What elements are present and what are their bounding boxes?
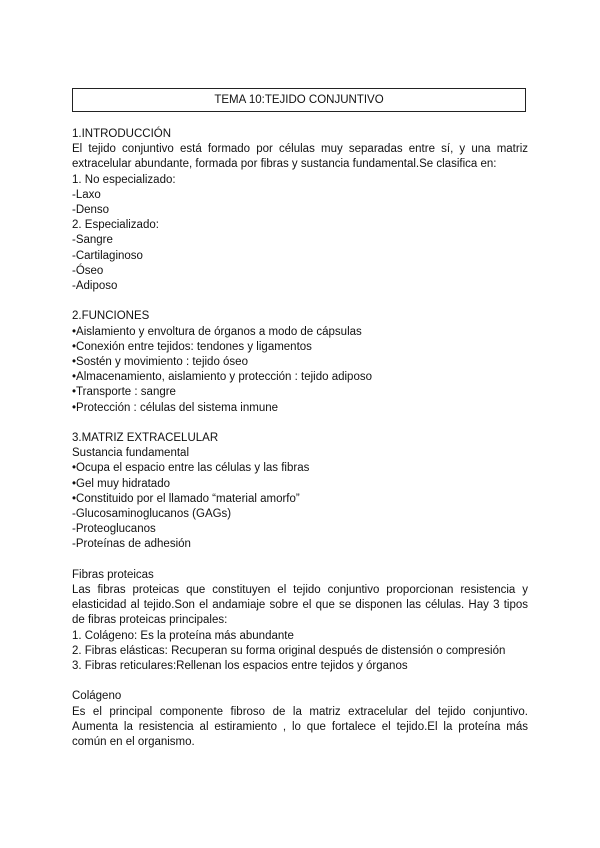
list-item: •Gel muy hidratado	[72, 477, 170, 490]
list-item: •Aislamiento y envoltura de órganos a modo de cápsulas	[72, 325, 362, 338]
page-title: TEMA 10:TEJIDO CONJUNTIVO	[72, 88, 526, 112]
list-item: 2. Fibras elásticas: Recuperan su forma original después de distensión o compresión	[72, 644, 506, 657]
document-body	[72, 127, 528, 750]
list-item: •Constituido por el llamado “material amorfo”	[72, 492, 300, 505]
list-item: 1. No especializado:	[72, 173, 176, 186]
list-item: -Glucosaminoglucanos (GAGs)	[72, 508, 232, 521]
list-item: 2. Especializado:	[72, 219, 159, 232]
introduccion-paragraph: El tejido conjuntivo está formado por células muy separadas entre sí, y una matriz extracelular abundante, formada por fibras y sustancia fundamental.Se clasifica en:	[72, 143, 528, 171]
fibras-paragraph: Las fibras proteicas que constituyen el tejido conjuntivo proporcionan resistencia y elasticidad al tejido.Son el andamiaje sobre el que se disponen las células. Hay 3 tipos de fibras proteicas principales:	[72, 584, 528, 627]
list-item: •Ocupa el espacio entre las células y las fibras	[72, 462, 310, 475]
list-item: -Denso	[72, 204, 110, 217]
list-item: -Laxo	[72, 188, 101, 201]
list-item: •Transporte : sangre	[72, 386, 176, 399]
list-item: 3. Fibras reticulares:Rellenan los espacios entre tejidos y órganos	[72, 660, 408, 673]
colageno-paragraph: Es el principal componente fibroso de la matriz extracelular del tejido conjuntivo. Aumenta la resistencia al estiramiento , lo que fortalece el tejido.El la proteína más común en el organismo.	[72, 705, 528, 749]
list-item: •Conexión entre tejidos: tendones y ligamentos	[72, 340, 312, 353]
section-heading-funciones: 2.FUNCIONES	[72, 310, 150, 323]
list-item: •Almacenamiento, aislamiento y protección : tejido adiposo	[72, 371, 372, 384]
section-heading-introduccion: 1.INTRODUCCIÓN	[72, 128, 172, 140]
list-item: -Cartilaginoso	[72, 249, 143, 262]
list-item: 1. Colágeno: Es la proteína más abundante	[72, 629, 294, 642]
list-item: -Proteoglucanos	[72, 523, 156, 536]
list-item: Sustancia fundamental	[72, 447, 189, 460]
list-item: -Óseo	[72, 264, 104, 277]
list-item: -Adiposo	[72, 280, 118, 293]
list-item: -Sangre	[72, 234, 113, 247]
list-item: -Proteínas de adhesión	[72, 538, 191, 551]
subsection-heading-fibras: Fibras proteicas	[72, 568, 154, 581]
subsection-heading-colageno: Colágeno	[72, 690, 122, 703]
list-item: •Protección : células del sistema inmune	[72, 401, 279, 414]
section-heading-matriz: 3.MATRIZ EXTRACELULAR	[72, 432, 219, 445]
list-item: •Sostén y movimiento : tejido óseo	[72, 356, 248, 369]
